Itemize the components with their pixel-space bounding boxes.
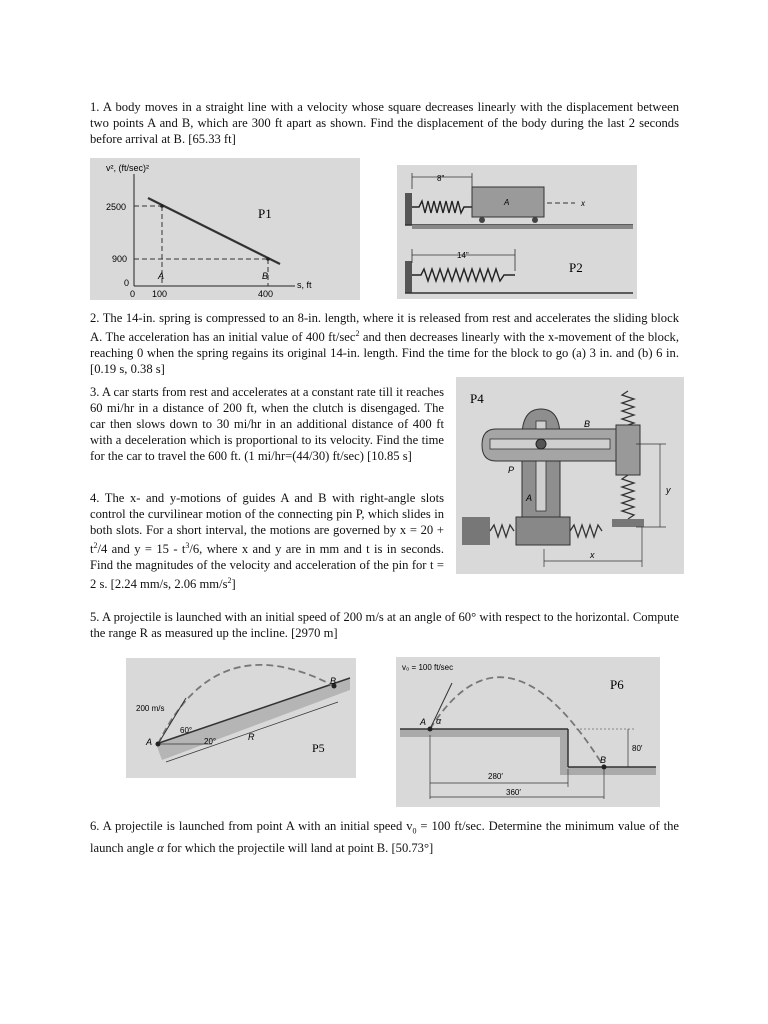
problem-4-part-2: /4 and y = 15 - t [97, 542, 186, 557]
p5-range: R [248, 732, 255, 742]
problem-4-part-4: ] [231, 577, 236, 592]
p1-point-b: B [262, 271, 269, 281]
problem-1-text [90, 99, 679, 147]
p2-tag: P2 [569, 260, 583, 275]
p5-speed: 200 m/s [136, 704, 165, 713]
problem-4-part-3: /6, where x and y are in mm and t is in seconds. Find the magnitudes of the velocity and acceleration of the pin for t = 2 s. [2.24 mm/s, 2.06 mm/s [90, 542, 444, 592]
figure-p2-diagram [397, 165, 637, 299]
p4-label-p: P [508, 465, 515, 475]
figure-p5-diagram [126, 658, 356, 778]
problem-3-body: 3. A car starts from rest and accelerates at a constant rate till it reaches 60 mi/hr in a distance of 200 ft, when the clutch is disengaged. The car then slows down to 30 mi/hr in an additional distance of 400 ft with a deceleration which is proportional to its velocity. Find the time for the car to travel the 600 ft. (1 mi/hr=(44/30) ft/sec) [10.85 s] [90, 385, 444, 463]
p1-x-tick-400: 400 [258, 289, 274, 299]
p1-x-tick-0: 0 [130, 289, 136, 299]
problem-6-part-2: = 100 ft/sec. Determine the minimum value of the launch angle [90, 819, 679, 855]
figure-p1-chart [90, 158, 360, 300]
p2-dim-8in: 8" [437, 174, 445, 183]
p6-dist-360: 360′ [506, 788, 521, 797]
p2-dim-14in: 14" [457, 251, 469, 260]
problem-6-part-1: 6. A projectile is launched from point A with an initial speed v [90, 819, 413, 833]
p5-tag: P5 [312, 741, 325, 755]
p5-point-b: B [330, 676, 337, 686]
p6-dist-280: 280′ [488, 772, 503, 781]
p5-point-a: A [146, 737, 153, 747]
problem-6-text [90, 818, 679, 856]
p5-angle-incline: 20° [204, 737, 217, 746]
p6-point-a: A [420, 717, 427, 727]
problem-5-text [90, 609, 679, 641]
p5-angle-launch: 60° [180, 726, 193, 735]
problem-4-part-1: 4. The x- and y-motions of guides A and B with right-angle slots control the curvilinear motion of the connecting pin P, which slides in both slots. For a short interval, the motions are governed by x = 20 + t [90, 491, 444, 557]
problem-6-part-3: for which the projectile will land at point B. [50.73°] [163, 840, 434, 855]
problem-4-text [90, 490, 444, 592]
problem-2-sup: 2 [355, 329, 360, 338]
problem-4-sup-2: 3 [185, 541, 190, 550]
problem-5-body: 5. A projectile is launched with an initial speed of 200 m/s at an angle of 60° with respect to the horizontal. Compute the range R as measured up the incline. [2970 m] [90, 610, 679, 640]
p4-label-x: x [590, 550, 595, 560]
p6-point-b: B [600, 755, 607, 765]
p1-y-tick-0: 0 [124, 278, 130, 288]
p4-label-y: y [666, 485, 671, 495]
problem-4-sup-3: 2 [227, 576, 232, 586]
problem-6-sub: 0 [412, 826, 417, 836]
p1-y-tick-900: 900 [112, 254, 128, 264]
p4-label-b: B [584, 419, 591, 429]
p1-point-a: A [158, 271, 165, 281]
p4-label-a: A [526, 493, 533, 503]
p1-y-axis-label: v², (ft/sec)² [106, 163, 149, 173]
problem-3-text [90, 384, 444, 464]
p1-tag: P1 [258, 206, 272, 221]
problem-1-body: 1. A body moves in a straight line with a velocity whose square decreases linearly with the displacement between two points A and B, which are 300 ft apart as shown. Find the displacement of the body during the last 2 seconds before arrival at B. [65.33 ft] [90, 100, 679, 146]
alpha-symbol: α [157, 840, 164, 855]
p1-x-axis-label: s, ft [297, 280, 312, 290]
p6-height: 80′ [632, 744, 643, 753]
p2-axis-label: x [581, 199, 585, 208]
figure-p6-diagram [396, 657, 660, 807]
figure-p4-diagram [456, 377, 684, 574]
p2-block-label: A [504, 198, 510, 207]
p4-tag: P4 [470, 391, 484, 406]
p1-x-tick-100: 100 [152, 289, 168, 299]
p6-speed: v₀ = 100 ft/sec [402, 663, 454, 672]
problem-2-body-a: 2. The 14-in. spring is compressed to an 8-in. length, where it is released from rest and accelerates the sliding block A. The acceleration has an initial value of 400 ft/sec [90, 311, 679, 345]
problem-4-sup-1: 2 [93, 541, 98, 550]
problem-2-text [90, 310, 679, 377]
p6-alpha: α [436, 716, 442, 726]
p1-y-tick-2500: 2500 [106, 202, 127, 212]
p6-tag: P6 [610, 677, 624, 692]
problem-2-body-b: and then decreases linearly with the x-movement of the block, reaching 0 when the spring regains its original 14-in. length. Find the time for the block to go (a) 3 in. and (b) 6 in. [0.19 s, 0.38 s] [90, 330, 679, 377]
